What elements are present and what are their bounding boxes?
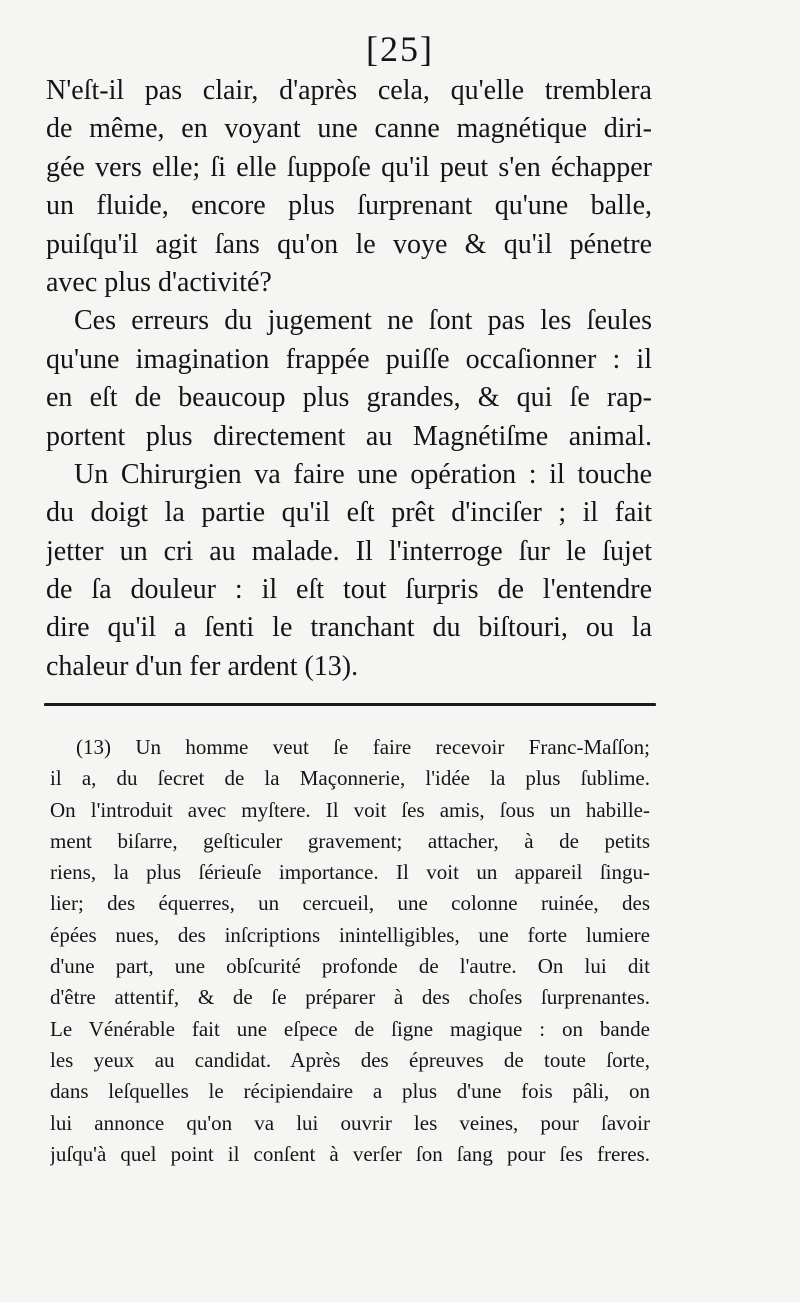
footnote-line: lui annonce qu'on va lui ouvrir les veines, pour ſavoir [50,1110,650,1135]
text-line: avec plus d'activité? [46,266,272,298]
text-line: qu'une imagination frappée puiſſe occaſionner : il [46,343,652,375]
footnote-line: ment biſarre, geſticuler gravement; attacher, à de petits [50,828,650,853]
page-number: [25] [366,29,434,69]
footnote-line: riens, la plus ſérieuſe importance. Il voit un appareil ſingu- [50,860,650,885]
footnote-line: juſqu'à quel point il conſent à verſer ſon ſang pour ſes freres. [50,1141,650,1166]
footnote-line: les yeux au candidat. Après des épreuves de toute ſorte, [50,1047,650,1072]
footnote-line: Le Vénérable fait une eſpece de ſigne magique : on bande [50,1016,650,1041]
text-line: gée vers elle; ſi elle ſuppoſe qu'il peut s'en échapper [46,151,652,183]
footnote-divider [44,703,656,706]
text-line: puiſqu'il agit ſans qu'on le voye & qu'il pénetre [46,228,652,260]
text-line: dire qu'il a ſenti le tranchant du biſtouri, ou la [46,612,652,644]
footnote-line: dans leſquelles le récipiendaire a plus d'une fois pâli, on [50,1079,650,1104]
text-line: Ces erreurs du jugement ne ſont pas les ſeules [74,305,652,337]
footnote-line: lier; des équerres, un cercueil, une colonne ruinée, des [50,891,650,916]
text-line: Un Chirurgien va faire une opération : il touche [74,458,652,490]
footnote [50,732,650,1170]
text-line: du doigt la partie qu'il eſt prêt d'inciſer ; il fait [46,497,652,529]
text-line: un fluide, encore plus ſurprenant qu'une balle, [46,190,652,222]
main-text [46,72,652,686]
footnote-line: On l'introduit avec myſtere. Il voit ſes amis, ſous un habille- [50,797,650,822]
footnote-line: (13) Un homme veut ſe faire recevoir Franc-Maſſon; [76,735,650,759]
footnote-line: épées nues, des inſcriptions inintelligibles, une forte lumiere [50,922,650,947]
footnote-line: d'une part, une obſcurité profonde de l'autre. On lui dit [50,954,650,979]
text-line: N'eſt-il pas clair, d'après cela, qu'elle tremblera [46,75,652,106]
text-line: de même, en voyant une canne magnétique diri- [46,113,652,145]
text-line: portent plus directement au Magnétiſme animal. [46,420,652,452]
text-line: en eſt de beaucoup plus grandes, & qui ſe rap- [46,382,652,414]
text-line: de ſa douleur : il eſt tout ſurpris de l'entendre [46,574,652,606]
text-line: chaleur d'un fer ardent (13). [46,650,359,682]
footnote-line: il a, du ſecret de la Maçonnerie, l'idée la plus ſublime. [50,766,650,791]
footnote-line: d'être attentif, & de ſe préparer à des choſes ſurprenantes. [50,985,650,1010]
text-line: jetter un cri au malade. Il l'interroge ſur le ſujet [46,535,652,567]
